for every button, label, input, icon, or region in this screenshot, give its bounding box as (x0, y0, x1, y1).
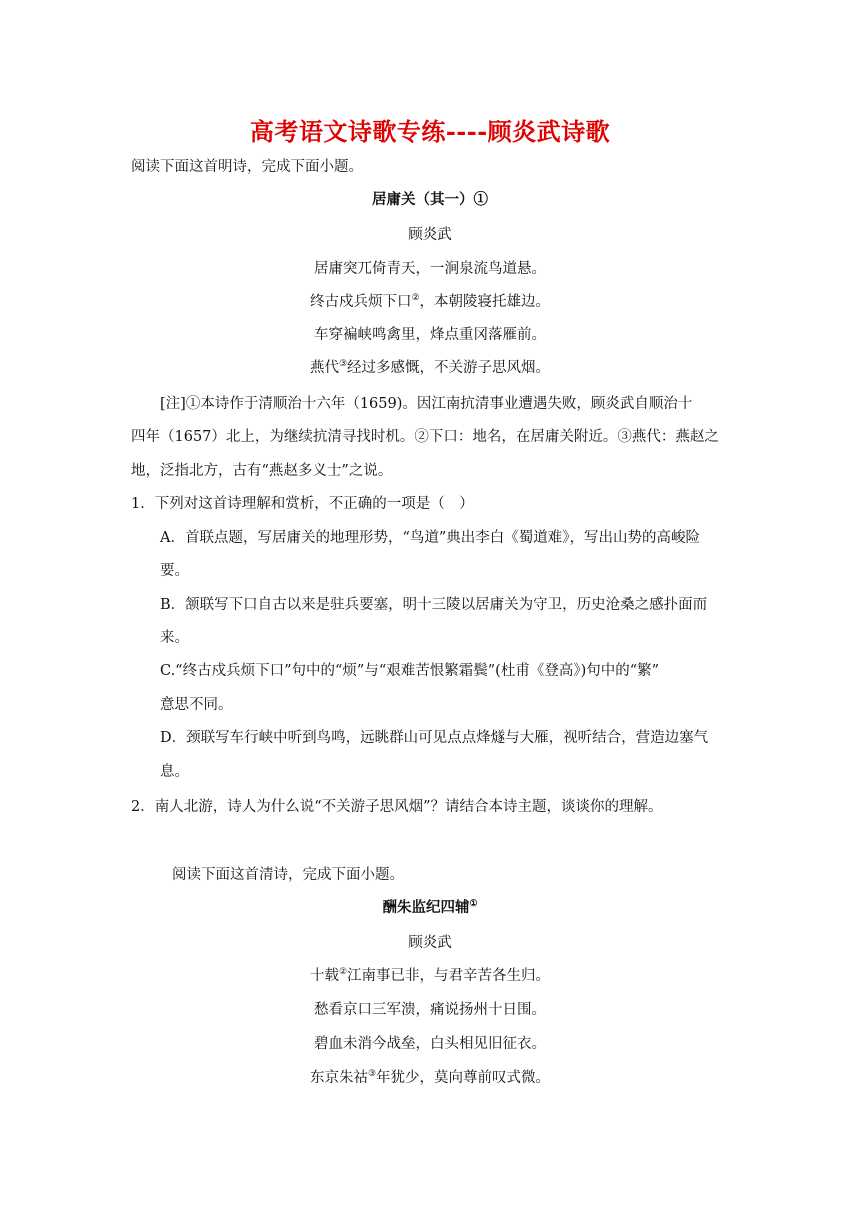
question-1-option-d: D．颈联写车行峡中听到鸟鸣，远眺群山可见点点烽燧与大雁，视听结合，营造边塞气 (160, 730, 709, 746)
question-1-option-b: B．颔联写下口自古以来是驻兵要塞，明十三陵以居庸关为守卫，历史沧桑之感扑面而 (160, 597, 708, 613)
poem1-line-2: 终古戍兵烦下口②，本朝陵寝托雄边。 (309, 293, 551, 310)
page-title: 高考语文诗歌专练----顾炎武诗歌 (249, 117, 611, 146)
question-1-option-c: C.“终古戍兵烦下口”句中的“烦”与“艰难苦恨繁霜鬓”(杜甫《登高》)句中的“繁” (160, 663, 660, 679)
question-2: 2．南人北游，诗人为什么说“不关游子思风烟”？请结合本诗主题，谈谈你的理解。 (131, 799, 663, 815)
poem1-title: 居庸关（其一）① (372, 191, 488, 208)
note-line-3: 地，泛指北方，古有“燕赵多义士”之说。 (131, 463, 393, 479)
poem1-line-4: 燕代③经过多感慨，不关游子思风烟。 (309, 359, 551, 376)
poem2-title: 酬朱监纪四辅① (382, 899, 478, 916)
question-1-option-d-cont: 息。 (160, 764, 189, 780)
poem2-line-2: 愁看京口三军溃，痛说扬州十日围。 (314, 1002, 546, 1018)
question-1-option-c-cont: 意思不同。 (160, 697, 233, 713)
section2-intro: 阅读下面这首清诗，完成下面小题。 (172, 867, 404, 883)
poem2-line-1: 十载②江南事已非，与君辛苦各生归。 (309, 967, 551, 984)
section1-intro: 阅读下面这首明诗，完成下面小题。 (131, 159, 363, 175)
poem1-line-1: 居庸突兀倚青天，一涧泉流鸟道悬。 (314, 261, 546, 277)
question-1-stem: 1．下列对这首诗理解和赏析，不正确的一项是（ ） (131, 496, 474, 512)
poem1-author: 顾炎武 (408, 227, 452, 243)
poem1-line-3: 车穿褊峡鸣禽里，烽点重冈落雁前。 (314, 327, 546, 343)
poem2-line-3: 碧血未消今战垒，白头相见旧征衣。 (314, 1036, 546, 1052)
note-line-2: 四年（1657）北上，为继续抗清寻找时机。②下口：地名，在居庸关附近。③燕代：燕赵之 (131, 429, 719, 445)
question-1-option-a: A．首联点题，写居庸关的地理形势，“鸟道”典出李白《蜀道难》，写出山势的高峻险 (160, 530, 701, 546)
question-1-option-a-cont: 要。 (160, 563, 189, 579)
question-1-option-b-cont: 来。 (160, 630, 189, 646)
poem2-line-4: 东京朱祜③年犹少，莫向尊前叹式微。 (309, 1069, 551, 1086)
note-line-1: [注]①本诗作于清顺治十六年（1659)。因江南抗清事业遭遇失败，顾炎武自顺治十 (160, 396, 693, 412)
poem2-author: 顾炎武 (408, 935, 452, 951)
